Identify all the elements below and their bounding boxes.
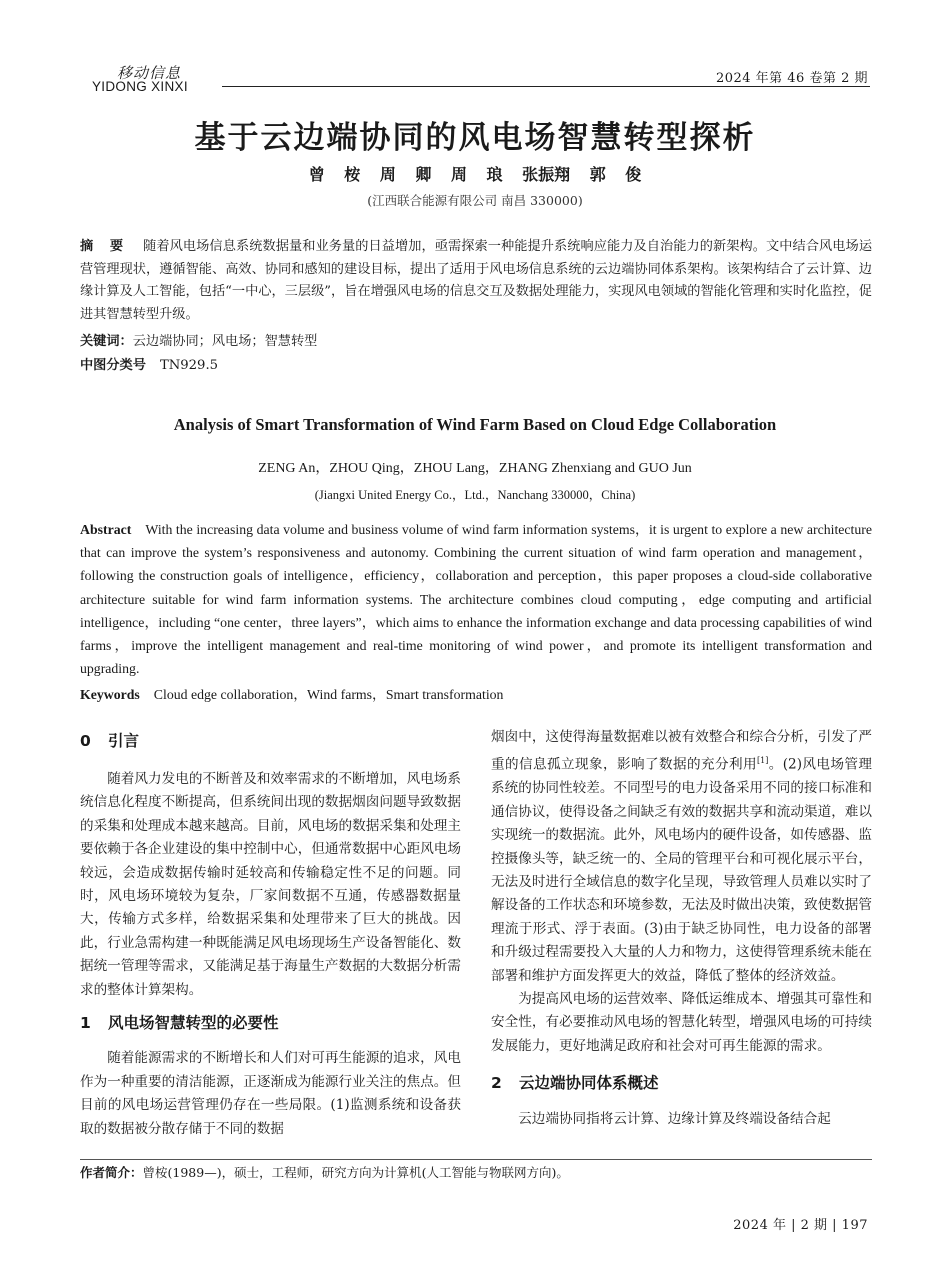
journal-name-cn: 移动信息: [117, 64, 182, 82]
section-1-paragraph-continued: [491, 726, 872, 988]
section-1-paragraph-2: 为提高风电场的运营效率、降低运维成本、增强其可靠性和安全性，有必要推动风电场的智慧化转型，增强风电场的可持续发展能力，更好地满足政府和社会对可再生能源的需求。: [491, 991, 872, 1054]
header-rule: [222, 86, 870, 87]
citation-ref-1[interactable]: [1]: [757, 756, 769, 766]
page-footer: 2024 年 | 2 期 | 197: [733, 1218, 868, 1233]
affiliation-en: (Jiangxi United Energy Co.，Ltd.，Nanchang 330000，China): [314, 488, 636, 502]
paper-title-cn: 基于云边端协同的风电场智慧转型探析: [194, 120, 756, 156]
section-1-number: 1: [80, 1014, 91, 1033]
section-0-number: 0: [80, 732, 91, 750]
footnote-rule: [80, 1159, 872, 1160]
body-column-right: [491, 726, 872, 1131]
author-footnote: [80, 1163, 569, 1181]
keywords-en: [80, 683, 503, 703]
classification-number: [80, 354, 218, 373]
section-1-continued-text-2: 。(2)风电场管理系统的协同性较差。不同型号的电力设备采用不同的接口标准和通信协议，使得设备之间缺乏有效的数据共享和流动渠道，难以实现统一的数据流。此外，风电场内的硬件设备，如传感器、监控摄像头等，缺乏统一的、全局的管理平台和可视化展示平台，无法及时进行全域信息的数字化呈现，导致管理人员难以实时了解设备的工作状态和环境参数，无法及时做出决策，致使数据管理流于形式、浮于表面。(3)由于缺乏协同性，电力设备的部署和升级过程需要投入大量的人力和物力，这使得管理系统未能在部署和维护方面发挥更大的效益，降低了整体的经济效益。: [491, 756, 873, 984]
keywords-en-text: Cloud edge collaboration，Wind farms，Smart transformation: [153, 687, 504, 702]
abstract-en: [80, 518, 872, 680]
section-0-paragraph: 随着风力发电的不断普及和效率需求的不断增加，风电场系统信息化程度不断提高，但系统间出现的数据烟囱问题导致数据的采集和处理成本越来越高。目前，风电场的数据采集和处理主要依赖于各企业建设的集中控制中心，但通常数据中心距风电场较远，会造成数据传输时延较高和传输稳定性不足的问题。同时，风电场环境较为复杂，厂家间数据不互通，传感器数据量大，传输方式多样，给数据采集和处理带来了巨大的挑战。因此，行业急需构建一种既能满足风电场现场生产设备智能化、数据统一管理等需求，又能满足基于海量生产数据的大数据分析需求的整体计算架构。: [80, 771, 461, 998]
journal-name-en: YIDONG XINXI: [92, 79, 188, 94]
keywords-cn-label: 关键词：: [80, 334, 133, 349]
keywords-en-label: Keywords: [80, 687, 140, 702]
footnote-label: 作者简介：: [80, 1165, 143, 1180]
section-1-title: 风电场智慧转型的必要性: [108, 1014, 279, 1033]
paper-title-en: Analysis of Smart Transformation of Wind Farm Based on Cloud Edge Collaboration: [173, 415, 777, 434]
abstract-cn-text: 随着风电场信息系统数据量和业务量的日益增加，亟需探索一种能提升系统响应能力及自治能力的新架构。文中结合风电场运营管理现状，遵循智能、高效、协同和感知的建设目标，提出了适用于风电场信息系统的云边端协同体系架构。该架构结合了云计算、边缘计算及人工智能，包括“一中心，三层级”，旨在增强风电场的信息交互及数据处理能力，实现风电领域的智能化管理和实时化监控，促进其智慧转型升级。: [80, 239, 873, 323]
section-0-title: 引言: [108, 732, 140, 750]
abstract-cn-label: 摘 要: [80, 239, 130, 254]
authors-cn: 曾 桉 周 卿 周 琅 张振翔 郭 俊: [308, 165, 642, 184]
authors-en: ZENG An，ZHOU Qing，ZHOU Lang，ZHANG Zhenxiang and GUO Jun: [258, 461, 692, 476]
keywords-cn: [80, 330, 317, 349]
affiliation-cn: (江西联合能源有限公司 南昌 330000): [367, 193, 583, 208]
abstract-cn: [80, 236, 872, 327]
section-1-heading: [80, 1012, 461, 1035]
classification-value: TN929.5: [159, 358, 219, 373]
section-1-continued-text: 烟囱中，这使得海量数据难以被有效整合和综合分析，引发了严重的信息孤立现象，影响了数据的充分利用: [491, 729, 872, 773]
abstract-en-text: With the increasing data volume and business volume of wind farm information systems，it is urgent to explore a new architecture that can improve the system’s responsiveness and autonomy. Combining the current situation of wind farm operation and management，following the construction goals of intelligence，efficiency，collaboration and perception，this paper proposes a cloud-side collaborative architecture suitable for wind farm information systems. The architecture combines cloud computing，edge computing and artificial intelligence，including “one center，three layers”，which aims to enhance the information exchange and data processing capabilities of wind farms，improve the intelligent management and real-time monitoring of wind power，and promote its intelligent transformation and upgrading.: [80, 522, 872, 677]
section-0-heading: [80, 726, 461, 758]
section-2-heading: [491, 1072, 872, 1095]
classification-label: 中图分类号: [80, 358, 146, 373]
abstract-en-label: Abstract: [80, 522, 132, 537]
keywords-cn-text: 云边端协同；风电场；智慧转型: [132, 334, 318, 349]
section-1-paragraph-start: 随着能源需求的不断增长和人们对可再生能源的追求，风电作为一种重要的清洁能源，正逐渐成为能源行业关注的焦点。但目前的风电场运营管理仍存在一些局限。(1)监测系统和设备获取的数据被分散存储于不同的数据: [80, 1050, 461, 1137]
body-column-left: [80, 726, 461, 1141]
footnote-text: 曾桉(1989—)，硕士，工程师，研究方向为计算机(人工智能与物联网方向)。: [142, 1165, 569, 1180]
section-2-paragraph: 云边端协同指将云计算、边缘计算及终端设备结合起: [518, 1110, 831, 1127]
issue-info: 2024 年第 46 卷第 2 期: [715, 71, 868, 86]
section-2-title: 云边端协同体系概述: [519, 1074, 659, 1093]
section-2-number: 2: [491, 1074, 502, 1093]
